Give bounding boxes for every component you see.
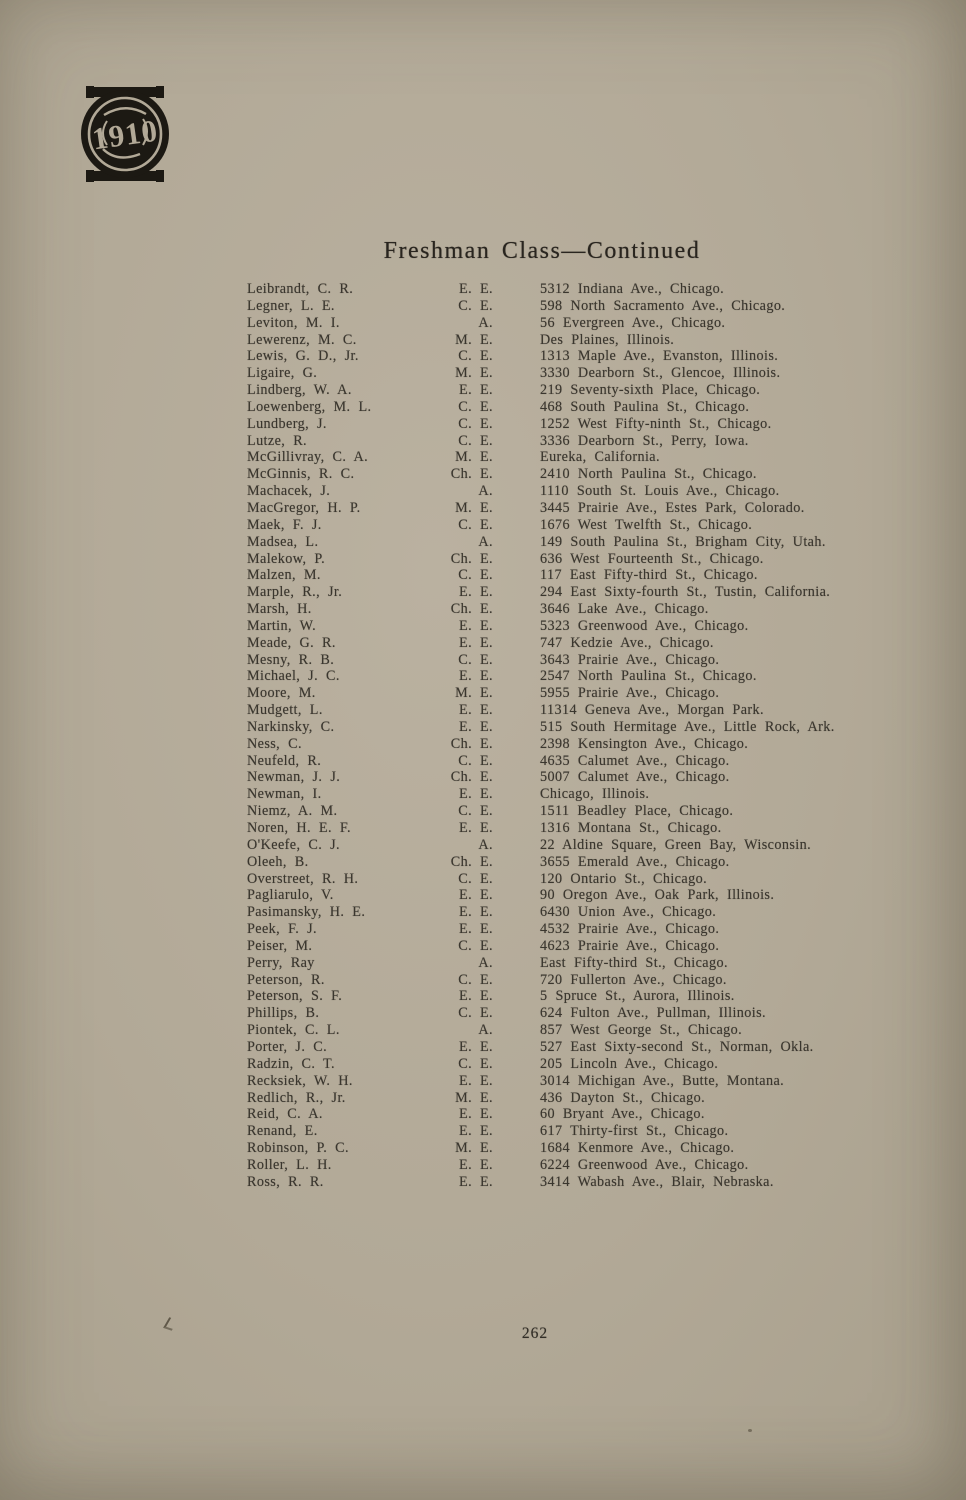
- roster-row: [247, 584, 916, 601]
- student-address: 4635 Calumet Ave., Chicago.: [540, 752, 730, 769]
- roster-row: [247, 769, 916, 786]
- roster-row: [247, 483, 916, 500]
- roster-row: [247, 820, 916, 837]
- student-name: Niemz, A. M.: [247, 803, 338, 820]
- student-address: 1110 South St. Louis Ave., Chicago.: [540, 483, 780, 500]
- roster-row: [247, 1073, 916, 1090]
- course-code: C. E.: [458, 937, 493, 954]
- course-code: C. E.: [458, 971, 493, 988]
- roster-table: [247, 281, 916, 1191]
- student-address: 4623 Prairie Ave., Chicago.: [540, 937, 720, 954]
- roster-row: [247, 736, 916, 753]
- student-name: Pasimansky, H. E.: [247, 904, 366, 921]
- roster-row: [247, 332, 916, 349]
- student-name: Porter, J. C.: [247, 1038, 328, 1055]
- student-name: Redlich, R., Jr.: [247, 1089, 346, 1106]
- course-code: C. E.: [458, 432, 493, 449]
- student-name: Michael, J. C.: [247, 668, 340, 685]
- student-address: 3330 Dearborn St., Glencoe, Illinois.: [540, 365, 781, 382]
- student-name: Peek, F. J.: [247, 921, 317, 938]
- student-address: 5955 Prairie Ave., Chicago.: [540, 685, 720, 702]
- student-name: Madsea, L.: [247, 533, 319, 550]
- student-name: Lewis, G. D., Jr.: [247, 348, 359, 365]
- student-address: 857 West George St., Chicago.: [540, 1022, 743, 1039]
- student-address: 515 South Hermitage Ave., Little Rock, Ark.: [540, 718, 835, 735]
- roster-row: [247, 887, 916, 904]
- roster-row: [247, 601, 916, 618]
- course-code: C. E.: [458, 1005, 493, 1022]
- course-code: A.: [478, 314, 493, 331]
- student-name: Mudgett, L.: [247, 702, 323, 719]
- course-code: E. E.: [459, 904, 493, 921]
- roster-row: [247, 281, 916, 298]
- student-name: Newman, J. J.: [247, 769, 341, 786]
- roster-row: [247, 803, 916, 820]
- roster-row: [247, 652, 916, 669]
- student-address: 6224 Greenwood Ave., Chicago.: [540, 1156, 749, 1173]
- student-address: 120 Ontario St., Chicago.: [540, 870, 708, 887]
- course-code: C. E.: [458, 297, 493, 314]
- roster-row: [247, 551, 916, 568]
- roster-row: [247, 668, 916, 685]
- roster-row: [247, 1022, 916, 1039]
- student-address: 5007 Calumet Ave., Chicago.: [540, 769, 730, 786]
- student-name: Overstreet, R. H.: [247, 870, 359, 887]
- student-address: 468 South Paulina St., Chicago.: [540, 398, 750, 415]
- student-address: Chicago, Illinois.: [540, 786, 650, 803]
- roster-row: [247, 449, 916, 466]
- roster-row: [247, 382, 916, 399]
- student-address: 1676 West Twelfth St., Chicago.: [540, 516, 753, 533]
- student-address: 219 Seventy-sixth Place, Chicago.: [540, 382, 761, 399]
- roster-row: [247, 1039, 916, 1056]
- course-code: C. E.: [458, 803, 493, 820]
- roster-row: [247, 567, 916, 584]
- course-code: A.: [478, 954, 493, 971]
- student-name: Noren, H. E. F.: [247, 820, 351, 836]
- roster-row: [247, 786, 916, 803]
- student-address: 3336 Dearborn St., Perry, Iowa.: [540, 432, 749, 449]
- student-name: Maek, F. J.: [247, 516, 322, 533]
- course-code: M. E.: [455, 499, 493, 516]
- student-name: Martin, W.: [247, 617, 317, 634]
- course-code: E. E.: [459, 1156, 493, 1173]
- course-code: E. E.: [459, 702, 493, 719]
- student-name: Recksiek, W. H.: [247, 1072, 353, 1089]
- student-name: Malekow, P.: [247, 550, 326, 567]
- course-code: C. E.: [458, 870, 493, 887]
- course-code: C. E.: [458, 1055, 493, 1072]
- roster-row: [247, 433, 916, 450]
- student-address: Des Plaines, Illinois.: [540, 331, 675, 348]
- roster-row: [247, 753, 916, 770]
- student-address: 1316 Montana St., Chicago.: [540, 820, 722, 836]
- student-address: 60 Bryant Ave., Chicago.: [540, 1106, 705, 1123]
- course-code: E. E.: [459, 718, 493, 735]
- page-title: Freshman Class—Continued: [383, 238, 701, 264]
- student-address: 22 Aldine Square, Green Bay, Wisconsin.: [540, 836, 812, 853]
- student-address: 149 South Paulina St., Brigham City, Utah.: [540, 533, 826, 550]
- student-address: 747 Kedzie Ave., Chicago.: [540, 634, 714, 651]
- student-address: 90 Oregon Ave., Oak Park, Illinois.: [540, 887, 775, 904]
- roster-row: [247, 904, 916, 921]
- student-name: Leibrandt, C. R.: [247, 281, 354, 297]
- student-address: 3643 Prairie Ave., Chicago.: [540, 651, 720, 668]
- student-address: 6430 Union Ave., Chicago.: [540, 904, 717, 921]
- student-address: 3646 Lake Ave., Chicago.: [540, 601, 709, 618]
- course-code: E. E.: [459, 786, 493, 803]
- roster-row: [247, 837, 916, 854]
- course-code: M. E.: [455, 685, 493, 702]
- student-name: Peterson, S. F.: [247, 988, 343, 1005]
- roster-row: [247, 348, 916, 365]
- student-name: Ligaire, G.: [247, 365, 318, 382]
- course-code: Ch. E.: [450, 466, 493, 483]
- course-code: C. E.: [458, 348, 493, 365]
- course-code: A.: [478, 533, 493, 550]
- roster-row: [247, 517, 916, 534]
- student-name: Legner, L. E.: [247, 297, 335, 314]
- page-number: 262: [521, 1325, 549, 1342]
- student-address: Eureka, California.: [540, 449, 660, 466]
- student-name: MacGregor, H. P.: [247, 499, 361, 516]
- course-code: E. E.: [459, 1123, 493, 1140]
- class-1910-emblem-icon: [77, 85, 173, 183]
- student-name: Meade, G. R.: [247, 634, 336, 651]
- course-code: C. E.: [458, 752, 493, 769]
- student-address: 56 Evergreen Ave., Chicago.: [540, 314, 726, 331]
- course-code: Ch. E.: [450, 853, 493, 870]
- student-name: Marsh, H.: [247, 601, 312, 618]
- course-code: M. E.: [455, 365, 493, 382]
- course-code: M. E.: [455, 1140, 493, 1157]
- student-name: Marple, R., Jr.: [247, 584, 343, 601]
- student-address: 5312 Indiana Ave., Chicago.: [540, 281, 725, 297]
- roster-row: [247, 635, 916, 652]
- course-code: C. E.: [458, 567, 493, 584]
- course-code: E. E.: [459, 887, 493, 904]
- roster-row: [247, 871, 916, 888]
- student-address: 3414 Wabash Ave., Blair, Nebraska.: [540, 1173, 774, 1190]
- student-address: 2398 Kensington Ave., Chicago.: [540, 735, 749, 752]
- course-code: C. E.: [458, 516, 493, 533]
- course-code: Ch. E.: [450, 735, 493, 752]
- roster-row: [247, 365, 916, 382]
- student-address: 117 East Fifty-third St., Chicago.: [540, 567, 758, 584]
- student-address: 617 Thirty-first St., Chicago.: [540, 1123, 729, 1140]
- student-name: Lindberg, W. A.: [247, 382, 352, 399]
- course-code: E. E.: [459, 820, 493, 836]
- course-code: E. E.: [459, 921, 493, 938]
- course-code: C. E.: [458, 415, 493, 432]
- student-name: O'Keefe, C. J.: [247, 836, 340, 853]
- student-address: 3014 Michigan Ave., Butte, Montana.: [540, 1072, 785, 1089]
- student-address: 1511 Beadley Place, Chicago.: [540, 803, 734, 820]
- student-address: 3445 Prairie Ave., Estes Park, Colorado.: [540, 499, 805, 516]
- roster-row: [247, 988, 916, 1005]
- student-address: 3655 Emerald Ave., Chicago.: [540, 853, 730, 870]
- student-address: 205 Lincoln Ave., Chicago.: [540, 1055, 719, 1072]
- student-address: 624 Fulton Ave., Pullman, Illinois.: [540, 1005, 767, 1022]
- course-code: C. E.: [458, 398, 493, 415]
- roster-row: [247, 938, 916, 955]
- student-name: McGinnis, R. C.: [247, 466, 355, 483]
- course-code: C. E.: [458, 651, 493, 668]
- roster-row: [247, 298, 916, 315]
- emblem-year-text: 1910: [89, 112, 161, 157]
- roster-row: [247, 416, 916, 433]
- student-address: 1313 Maple Ave., Evanston, Illinois.: [540, 348, 779, 365]
- roster-row: [247, 685, 916, 702]
- roster-row: [247, 618, 916, 635]
- roster-row: [247, 1123, 916, 1140]
- student-address: 1684 Kenmore Ave., Chicago.: [540, 1140, 735, 1157]
- student-name: Narkinsky, C.: [247, 718, 335, 735]
- course-code: Ch. E.: [450, 769, 493, 786]
- roster-row: [247, 702, 916, 719]
- course-code: E. E.: [459, 1106, 493, 1123]
- roster-row: [247, 1157, 916, 1174]
- student-name: Neufeld, R.: [247, 752, 322, 769]
- student-name: Peiser, M.: [247, 937, 313, 954]
- roster-row: [247, 315, 916, 332]
- student-name: Newman, I.: [247, 786, 322, 803]
- class-1910-emblem: [77, 85, 173, 183]
- student-name: Lundberg, J.: [247, 415, 327, 432]
- roster-row: [247, 854, 916, 871]
- student-address: 2547 North Paulina St., Chicago.: [540, 668, 757, 685]
- student-address: 294 East Sixty-fourth St., Tustin, California.: [540, 584, 831, 601]
- course-code: E. E.: [459, 584, 493, 601]
- course-code: E. E.: [459, 668, 493, 685]
- course-code: E. E.: [459, 634, 493, 651]
- course-code: A.: [478, 483, 493, 500]
- student-name: Perry, Ray: [247, 954, 315, 971]
- student-name: Pagliarulo, V.: [247, 887, 334, 904]
- course-code: M. E.: [455, 1089, 493, 1106]
- roster-row: [247, 466, 916, 483]
- course-code: E. E.: [459, 988, 493, 1005]
- student-name: Peterson, R.: [247, 971, 325, 988]
- student-name: Phillips, B.: [247, 1005, 320, 1022]
- roster-row: [247, 972, 916, 989]
- roster-row: [247, 534, 916, 551]
- student-name: Malzen, M.: [247, 567, 321, 584]
- scan-artifact: [748, 1429, 752, 1432]
- course-code: E. E.: [459, 1038, 493, 1055]
- student-address: 5 Spruce St., Aurora, Illinois.: [540, 988, 735, 1005]
- course-code: M. E.: [455, 449, 493, 466]
- course-code: A.: [478, 1022, 493, 1039]
- course-code: E. E.: [459, 281, 493, 297]
- student-name: Lutze, R.: [247, 432, 307, 449]
- roster-row: [247, 955, 916, 972]
- course-code: A.: [478, 836, 493, 853]
- student-name: McGillivray, C. A.: [247, 449, 369, 466]
- student-address: 4532 Prairie Ave., Chicago.: [540, 921, 720, 938]
- student-address: 5323 Greenwood Ave., Chicago.: [540, 617, 749, 634]
- roster-row: [247, 1140, 916, 1157]
- roster-row: [247, 399, 916, 416]
- student-name: Machacek, J.: [247, 483, 331, 500]
- student-name: Radzin, C. T.: [247, 1055, 335, 1072]
- student-name: Leviton, M. I.: [247, 314, 340, 331]
- course-code: E. E.: [459, 617, 493, 634]
- student-name: Oleeh, B.: [247, 853, 309, 870]
- roster-row: [247, 1106, 916, 1123]
- roster-row: [247, 500, 916, 517]
- student-address: 598 North Sacramento Ave., Chicago.: [540, 297, 786, 314]
- student-name: Robinson, P. C.: [247, 1140, 349, 1157]
- student-address: 11314 Geneva Ave., Morgan Park.: [540, 702, 764, 719]
- roster-row: [247, 719, 916, 736]
- student-name: Roller, L. H.: [247, 1156, 332, 1173]
- course-code: M. E.: [455, 331, 493, 348]
- roster-row: [247, 921, 916, 938]
- course-code: Ch. E.: [450, 550, 493, 567]
- student-name: Lewerenz, M. C.: [247, 331, 357, 348]
- course-code: E. E.: [459, 382, 493, 399]
- student-name: Piontek, C. L.: [247, 1022, 340, 1039]
- roster-row: [247, 1174, 916, 1191]
- roster-row: [247, 1090, 916, 1107]
- student-address: East Fifty-third St., Chicago.: [540, 954, 728, 971]
- scan-artifact: [163, 1317, 178, 1330]
- student-address: 527 East Sixty-second St., Norman, Okla.: [540, 1038, 814, 1055]
- student-name: Ross, R. R.: [247, 1173, 324, 1190]
- student-address: 720 Fullerton Ave., Chicago.: [540, 971, 727, 988]
- roster-row: [247, 1056, 916, 1073]
- roster-row: [247, 1005, 916, 1022]
- student-address: 436 Dayton St., Chicago.: [540, 1089, 706, 1106]
- course-code: Ch. E.: [450, 601, 493, 618]
- student-name: Moore, M.: [247, 685, 316, 702]
- student-name: Loewenberg, M. L.: [247, 398, 372, 415]
- student-name: Renand, E.: [247, 1123, 318, 1140]
- student-name: Ness, C.: [247, 735, 302, 752]
- student-name: Reid, C. A.: [247, 1106, 323, 1123]
- student-address: 2410 North Paulina St., Chicago.: [540, 466, 757, 483]
- student-name: Mesny, R. B.: [247, 651, 335, 668]
- student-address: 636 West Fourteenth St., Chicago.: [540, 550, 764, 567]
- course-code: E. E.: [459, 1072, 493, 1089]
- student-address: 1252 West Fifty-ninth St., Chicago.: [540, 415, 772, 432]
- course-code: E. E.: [459, 1173, 493, 1190]
